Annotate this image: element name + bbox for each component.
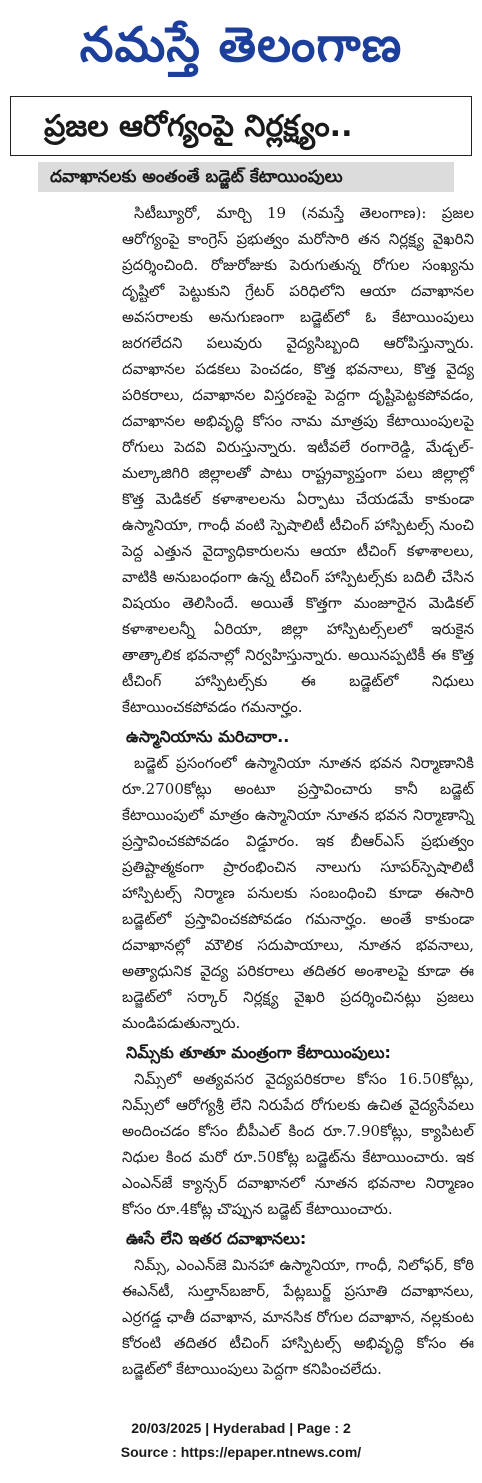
footer-dateline: 20/03/2025 | Hyderabad | Page : 2 bbox=[131, 1420, 351, 1436]
article-body bbox=[122, 200, 474, 1382]
section-heading: ఊసే లేని ఇతర దవాఖానలు: bbox=[126, 1229, 307, 1248]
article-paragraph: నిమ్స్, ఎంఎన్‌జె మినహా ఉస్మానియా, గాంధీ, నిలోఫర్, కోఠి ఈఎన్‌టీ, సుల్తాన్‌బజార్, పేట్లబుర్జ్ ప్రసూతి దవాఖానలు, ఎర్రగడ్డ ఛాతీ దవాఖాన, మానసిక రోగుల దవాఖాన, నల్లకుంట కోరంటి తదితర టీచింగ్ హాస్పిటల్స్ అభివృద్ధి కోసం ఈ బడ్జెట్‌లో కేటాయింపులు పెద్దగా కనిపించలేదు. bbox=[122, 1256, 474, 1378]
section-heading: నిమ్స్‌కు తూతూ మంత్రంగా కేటాయింపులు: bbox=[126, 1043, 391, 1062]
subheadline: దవాఖానలకు అంతంతే బడ్జెట్ కేటాయింపులు bbox=[50, 167, 343, 187]
section-heading: ఉస్మానియాను మరిచారా.. bbox=[126, 727, 290, 746]
masthead-logo: నమస్తే తెలంగాణ bbox=[79, 17, 403, 73]
article-paragraph: సిటీబ్యూరో, మార్చి 19 (నమస్తే తెలంగాణ): ప్రజల ఆరోగ్యంపై కాంగ్రెస్ ప్రభుత్వం మరోసారి తన నిర్లక్ష్య వైఖరిని ప్రదర్శించింది. రోజురోజుకు పెరుగుతున్న రోగుల సంఖ్యను దృష్టిలో పెట్టుకుని గ్రేటర్ పరిధిలోని ఆయా దవాఖానల అవసరాలకు అనుగుణంగా బడ్జెట్‌లో ఓ కేటాయింపులు జరగలేదని పలువురు వైద్యసిబ్బంది ఆరోపిస్తున్నారు. దవాఖానల పడకలు పెంచడం, కొత్త భవనాలు, కొత్త వైద్య పరికరాలు, దవాఖానల విస్తరణపై పెద్దగా దృష్టిపెట్టకపోవడం, దవాఖానల అభివృద్ధి కోసం నామ మాత్రపు కేటాయింపులపై రోగులు పెదవి విరుస్తున్నారు. ఇటీవలే రంగారెడ్డి, మేడ్చల్-మల్కాజిగిరి జిల్లాలతో పాటు రాష్ట్రవ్యాప్తంగా పలు జిల్లాల్లో కొత్త మెడికల్ కళాశాలలను ఏర్పాటు చేయడమే కాకుండా ఉస్మానియా, గాంధీ వంటి స్పెషాలిటీ టీచింగ్ హాస్పిటల్స్ నుంచి పెద్ద ఎత్తున వైద్యాధికారులను ఆయా టీచింగ్ కళాశాలలు, వాటికి అనుబంధంగా ఉన్న టీచింగ్ హాస్పిటల్స్‌కు బదిలీ చేసిన విషయం తెలిసిందే. అయితే కొత్తగా మంజూరైన మెడికల్ కళాశాలలన్నీ ఏరియా, జిల్లా హాస్పిటల్స్‌లలో ఇరుకైన తాత్కాలిక భవనాల్లో నిర్వహిస్తున్నారు. అయినప్పటికీ ఈ కొత్త టీచింగ్ హాస్పిటల్స్‌కు ఈ బడ్జెట్‌లో నిధులు కేటాయించకపోవడం గమనార్హం. bbox=[122, 204, 474, 716]
article-paragraph: నిమ్స్‌లో అత్యవసర వైద్యపరికరాల కోసం 16.50కోట్లు, నిమ్స్‌లో ఆరోగ్యశ్రీ లేని నిరుపేద రోగులకు ఉచిత వైద్యసేవలు అందించడం కోసం బీపీఎల్ కింద రూ.7.90కోట్లు, క్యాపిటల్ నిధుల కింద మరో రూ.50కోట్ల బడ్జెట్‌ను కేటాయించారు. ఇక ఎంఎన్‌జే క్యాన్సర్ దవాఖానలో నూతన భవనాల నిర్మాణం కోసం రూ.4కోట్ల చొప్పున బడ్జెట్ కేటాయించారు. bbox=[122, 1070, 474, 1218]
footer-source: Source : https://epaper.ntnews.com/ bbox=[120, 1444, 362, 1460]
headline: ప్రజల ఆరోగ్యంపై నిర్లక్ష్యం.. bbox=[44, 109, 353, 144]
article-paragraph: బడ్జెట్ ప్రసంగంలో ఉస్మానియా నూతన భవన నిర్మాణానికి రూ.2700కోట్లు అంటూ ప్రస్తావించారు కానీ బడ్జెట్ కేటాయింపులో మాత్రం ఉస్మానియా నూతన భవన నిర్మాణాన్ని ప్రస్తావించకపోవడం విడ్డూరం. ఇక బీఆర్‌ఎస్ ప్రభుత్వం ప్రతిష్టాత్మకంగా ప్రారంభించిన నాలుగు సూపర్‌స్పెషాలిటీ హాస్పిటల్స్ నిర్మాణ పనులకు సంబంధించి కూడా ఈసారి బడ్జెట్‌లో ప్రస్తావించకపోవడం గమనార్హం. అంతే కాకుండా దవాఖానల్లో మౌలిక సదుపాయాలు, నూతన భవనాలు, అత్యాధునిక వైద్య పరికరాలు తదితర అంశాలపై కూడా ఈ బడ్జెట్‌లో సర్కార్ నిర్లక్ష్య వైఖరి ప్రదర్శించినట్లు ప్రజలు మండిపడుతున్నారు. bbox=[122, 754, 474, 1032]
